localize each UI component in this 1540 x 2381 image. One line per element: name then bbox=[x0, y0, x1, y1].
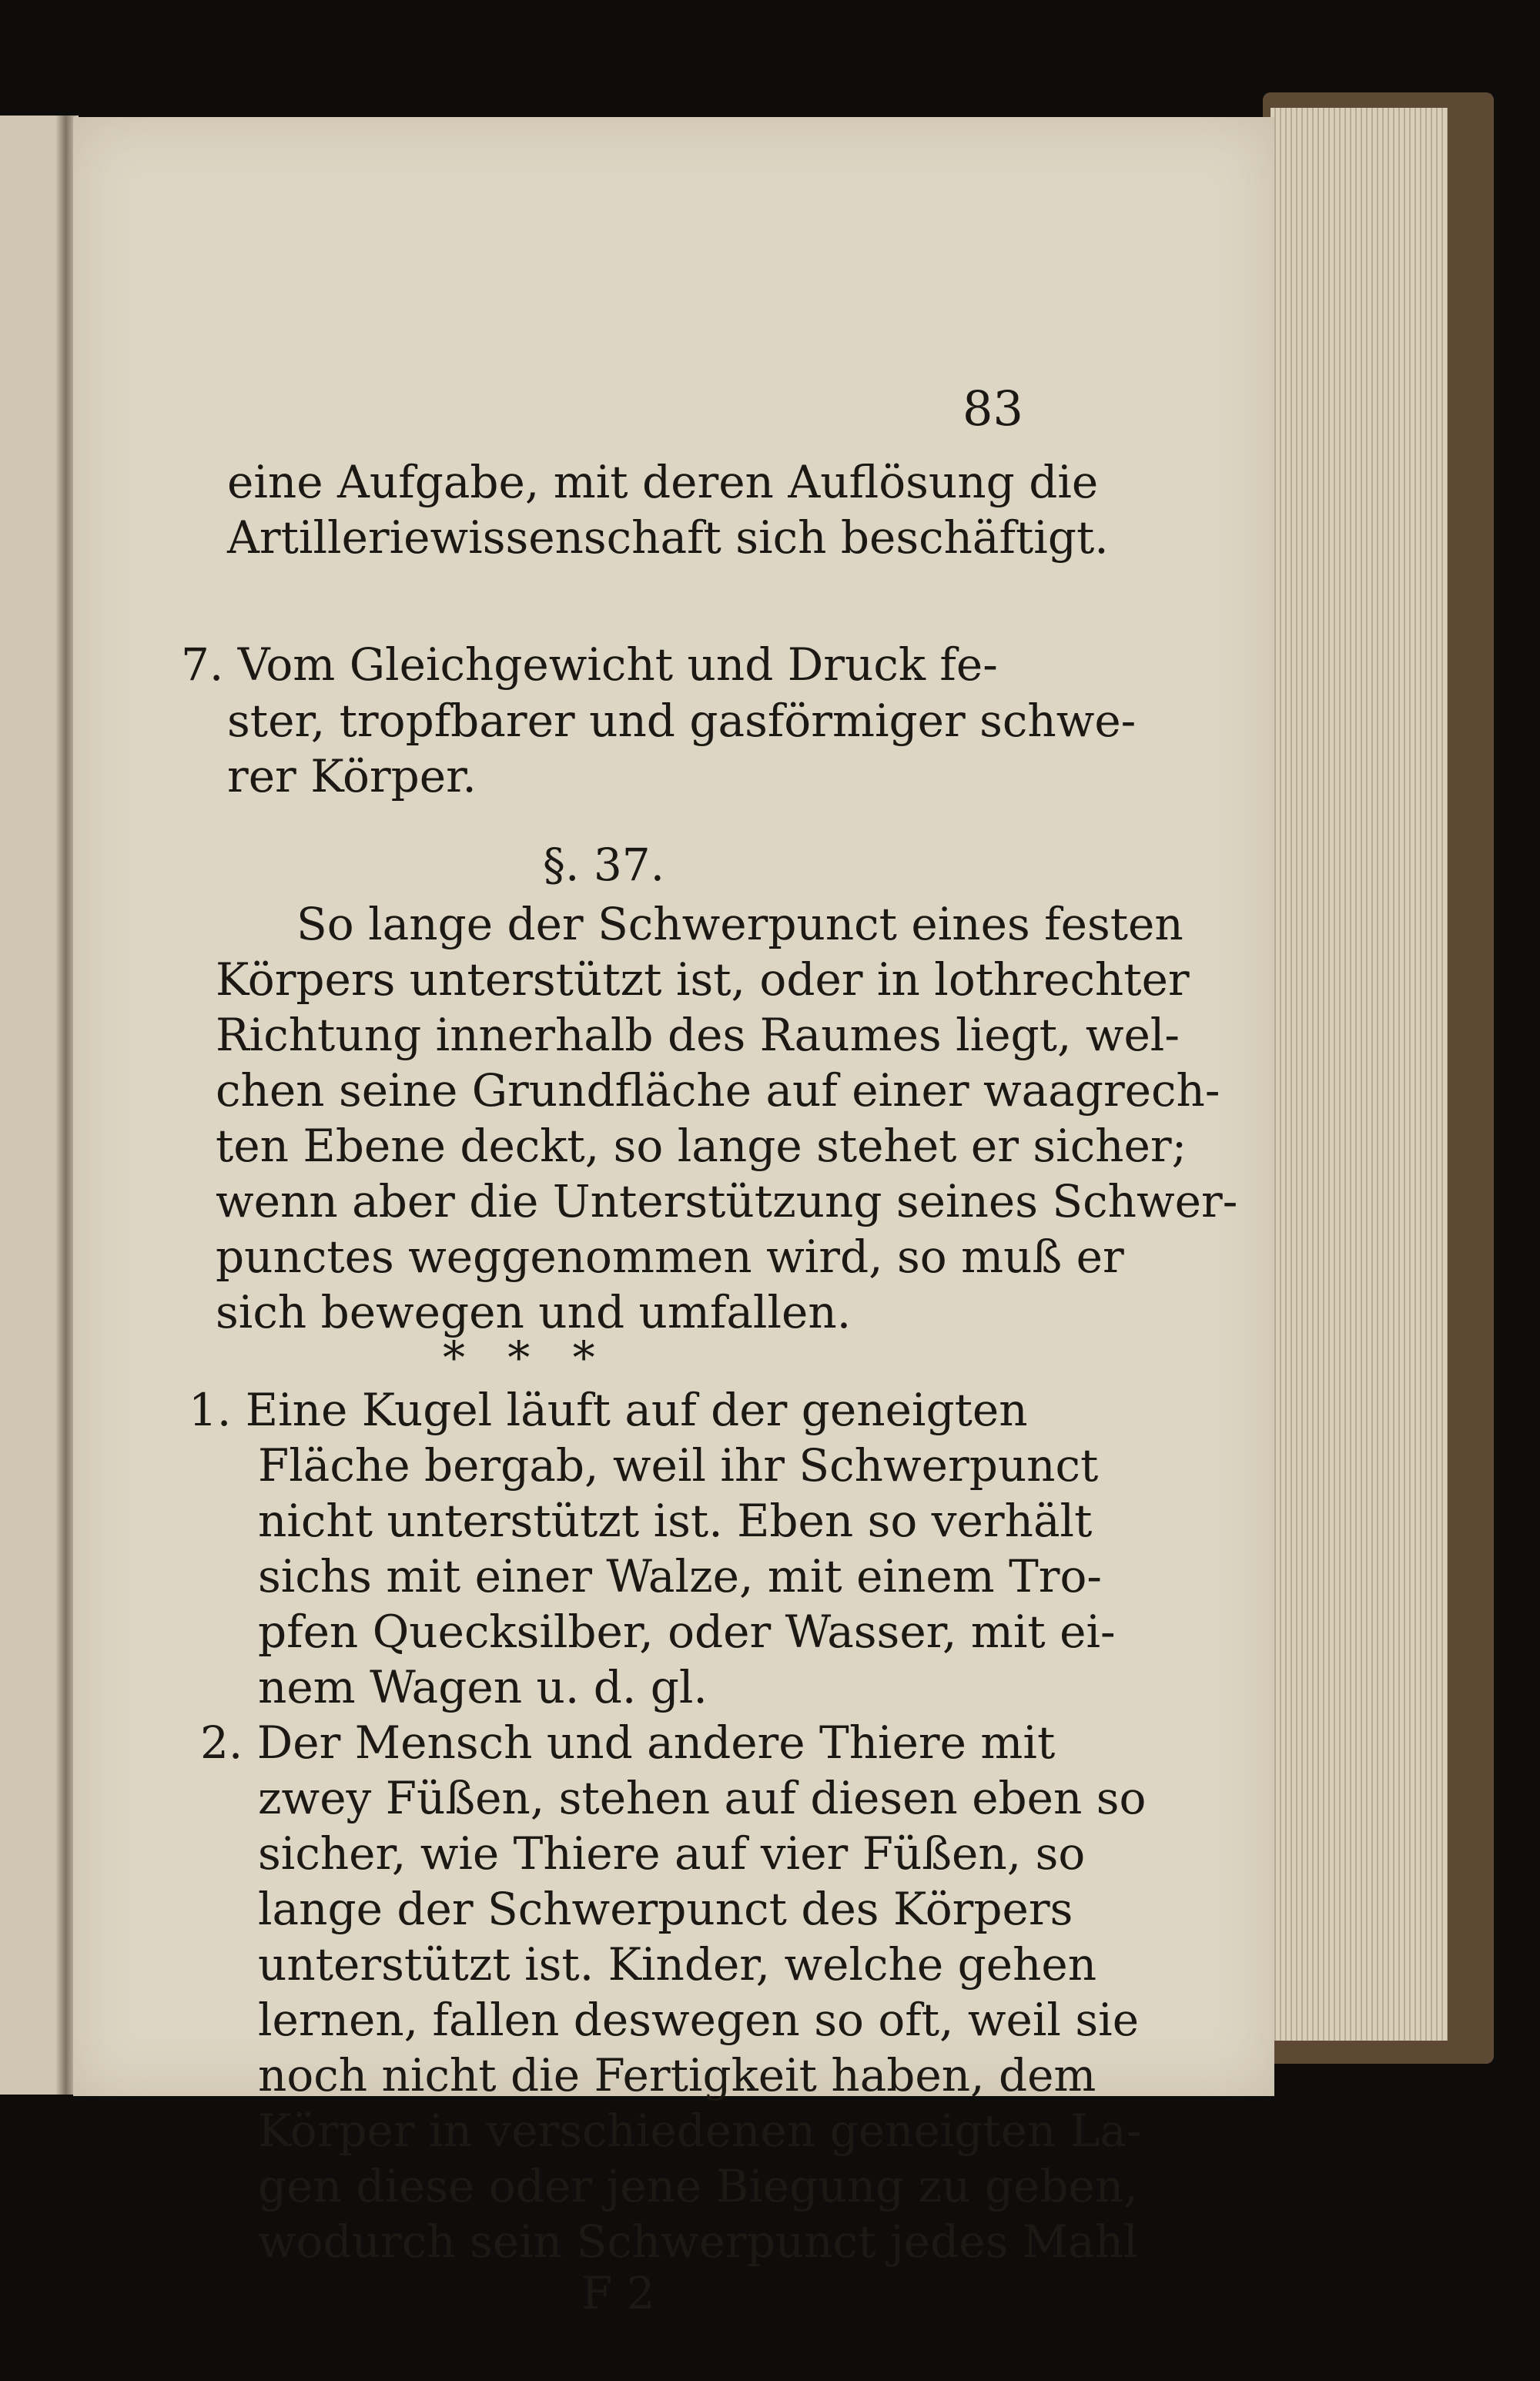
item2-line-10: wodurch sein Schwerpunct jedes Mahl bbox=[258, 2215, 1138, 2268]
item2-line-2: zwey Füßen, stehen auf diesen eben so bbox=[258, 1772, 1147, 1824]
top-text-line-1: eine Aufgabe, mit deren Auflösung die bbox=[227, 456, 1099, 508]
paragraph-line-5: ten Ebene deckt, so lange stehet er sicher; bbox=[216, 1120, 1187, 1172]
paragraph-line-1: So lange der Schwerpunct eines festen bbox=[296, 898, 1183, 950]
item1-line-3: nicht unterstützt ist. Eben so verhält bbox=[258, 1495, 1093, 1547]
paragraph-line-6: wenn aber die Unterstützung seines Schwer- bbox=[216, 1175, 1238, 1227]
item1-line-6: nem Wagen u. d. gl. bbox=[258, 1661, 708, 1713]
section-number: §. 37. bbox=[543, 839, 665, 891]
heading-line-2: ster, tropfbarer und gasförmiger schwe- bbox=[227, 695, 1137, 747]
page-number: 83 bbox=[962, 380, 1023, 437]
paragraph-line-7: punctes weggenommen wird, so muß er bbox=[216, 1231, 1124, 1283]
top-text-line-2: Artilleriewissenschaft sich beschäftigt. bbox=[227, 511, 1109, 564]
item2-line-5: unterstützt ist. Kinder, welche gehen bbox=[258, 1938, 1097, 1991]
paragraph-line-3: Richtung innerhalb des Raumes liegt, wel- bbox=[216, 1009, 1180, 1061]
item2-line-8: Körper in verschiedenen geneigten La- bbox=[258, 2105, 1142, 2157]
item2-line-6: lernen, fallen deswegen so oft, weil sie bbox=[258, 1994, 1140, 2046]
heading-line-1: 7. Vom Gleichgewicht und Druck fe- bbox=[181, 638, 998, 691]
item1-line-1: 1. Eine Kugel läuft auf der geneigten bbox=[189, 1384, 1028, 1436]
signature-mark: F 2 bbox=[581, 2267, 655, 2319]
paragraph-line-8: sich bewegen und umfallen. bbox=[216, 1286, 852, 1338]
item1-line-4: sichs mit einer Walze, mit einem Tro- bbox=[258, 1550, 1103, 1602]
item2-line-1: 2. Der Mensch und andere Thiere mit bbox=[200, 1716, 1056, 1769]
asterisk-divider: * * * bbox=[443, 1331, 595, 1384]
item2-line-9: gen diese oder jene Biegung zu geben, bbox=[258, 2160, 1138, 2212]
item2-line-7: noch nicht die Fertigkeit haben, dem bbox=[258, 2049, 1096, 2101]
heading-line-3: rer Körper. bbox=[227, 750, 477, 802]
book-page bbox=[73, 117, 1274, 2319]
paragraph-line-4: chen seine Grundfläche auf einer waagrech- bbox=[216, 1064, 1220, 1117]
item2-line-4: lange der Schwerpunct des Körpers bbox=[258, 1883, 1073, 1935]
paragraph-line-2: Körpers unterstützt ist, oder in lothrechter bbox=[216, 953, 1190, 1006]
item2-line-3: sicher, wie Thiere auf vier Füßen, so bbox=[258, 1827, 1086, 1880]
item1-line-5: pfen Quecksilber, oder Wasser, mit ei- bbox=[258, 1606, 1116, 1658]
item1-line-2: Fläche bergab, weil ihr Schwerpunct bbox=[258, 1439, 1099, 1492]
